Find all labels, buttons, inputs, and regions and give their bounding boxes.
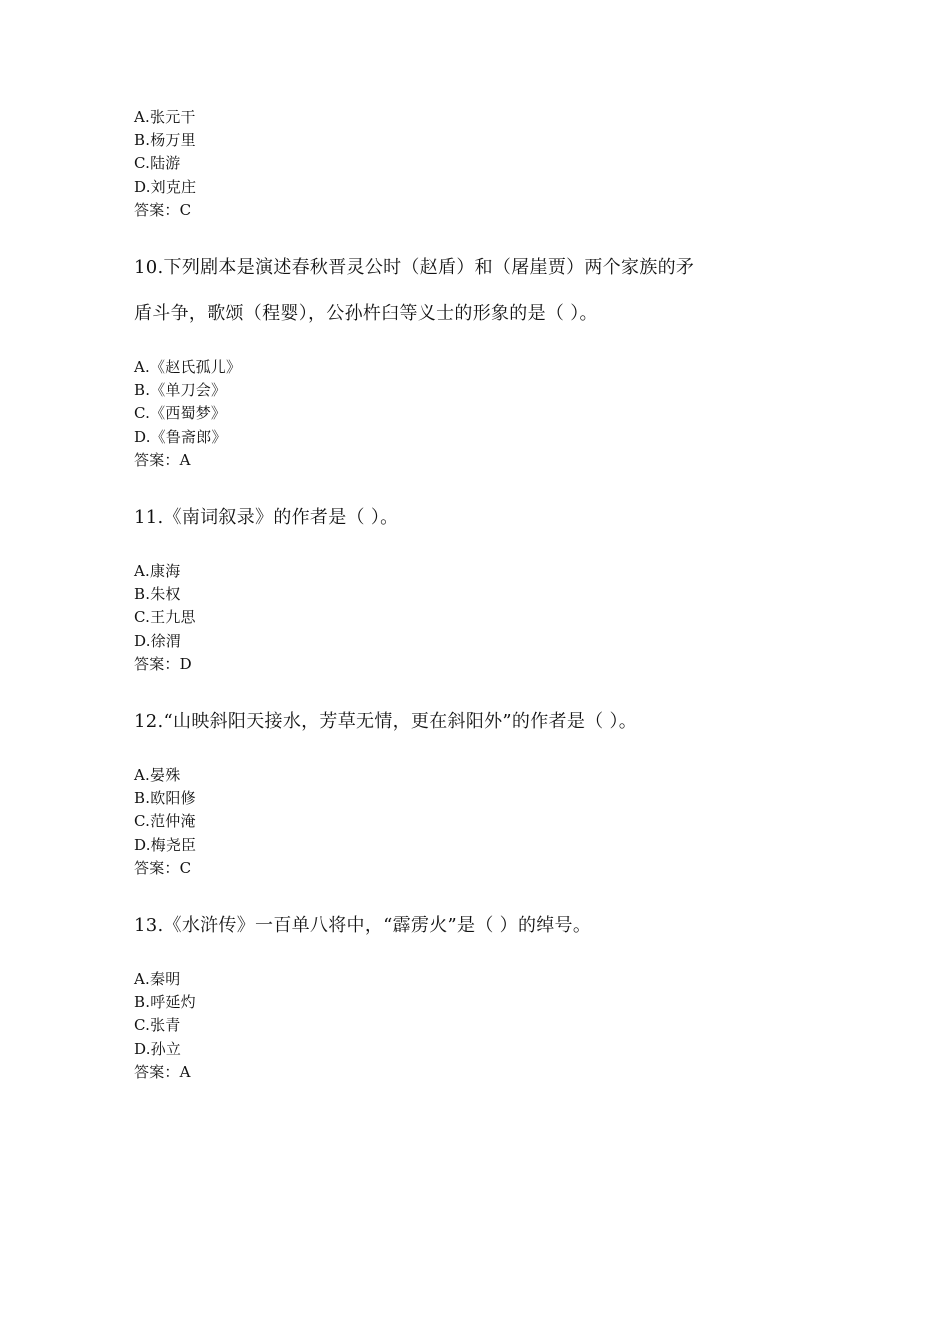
- question-12-text: 12.“山映斜阳天接水，芳草无情，更在斜阳外”的作者是（ ）。: [134, 711, 638, 732]
- option-a: A.张元干: [134, 108, 196, 126]
- question-10-text-line-2: 盾斗争，歌颂（程婴），公孙杵臼等义士的形象的是（ ）。: [134, 303, 598, 324]
- answer-line: 答案：C: [134, 858, 192, 877]
- option-d: D.《鲁斋郎》: [134, 427, 227, 446]
- answer-line: 答案：C: [134, 200, 192, 219]
- question-12-options: [134, 764, 774, 880]
- answer-line: 答案：A: [134, 450, 191, 469]
- option-a: A.《赵氏孤儿》: [134, 358, 242, 376]
- question-9-options: [134, 106, 774, 222]
- answer-line: 答案：A: [134, 1062, 191, 1081]
- option-d: D.孙立: [134, 1039, 182, 1058]
- option-d: D.刘克庄: [134, 177, 197, 196]
- question-13-options: [134, 968, 774, 1084]
- option-d: D.徐渭: [134, 631, 182, 650]
- answer-line: 答案：D: [134, 654, 192, 673]
- question-10-text-line-1: 10.下列剧本是演述春秋晋灵公时（赵盾）和（屠崖贾）两个家族的矛: [134, 257, 695, 278]
- question-11-text: 11.《南词叙录》的作者是（ ）。: [134, 507, 399, 528]
- option-c: C.陆游: [134, 154, 181, 173]
- option-c: C.范仲淹: [134, 812, 196, 831]
- option-b: B.朱权: [134, 585, 181, 604]
- option-a: A.秦明: [134, 970, 181, 988]
- option-b: B.欧阳修: [134, 789, 196, 808]
- question-13-text: 13.《水浒传》一百单八将中，“霹雳火”是（ ）的绰号。: [134, 915, 592, 936]
- option-d: D.梅尧臣: [134, 835, 197, 854]
- option-a: A.晏殊: [134, 766, 181, 784]
- option-b: B.《单刀会》: [134, 381, 227, 400]
- question-10-options: [134, 356, 774, 472]
- option-b: B.杨万里: [134, 131, 196, 150]
- option-a: A.康海: [134, 562, 181, 580]
- option-c: C.王九思: [134, 608, 196, 627]
- question-11-options: [134, 560, 774, 676]
- option-c: C.《西蜀梦》: [134, 404, 227, 423]
- option-c: C.张青: [134, 1016, 181, 1035]
- option-b: B.呼延灼: [134, 993, 196, 1012]
